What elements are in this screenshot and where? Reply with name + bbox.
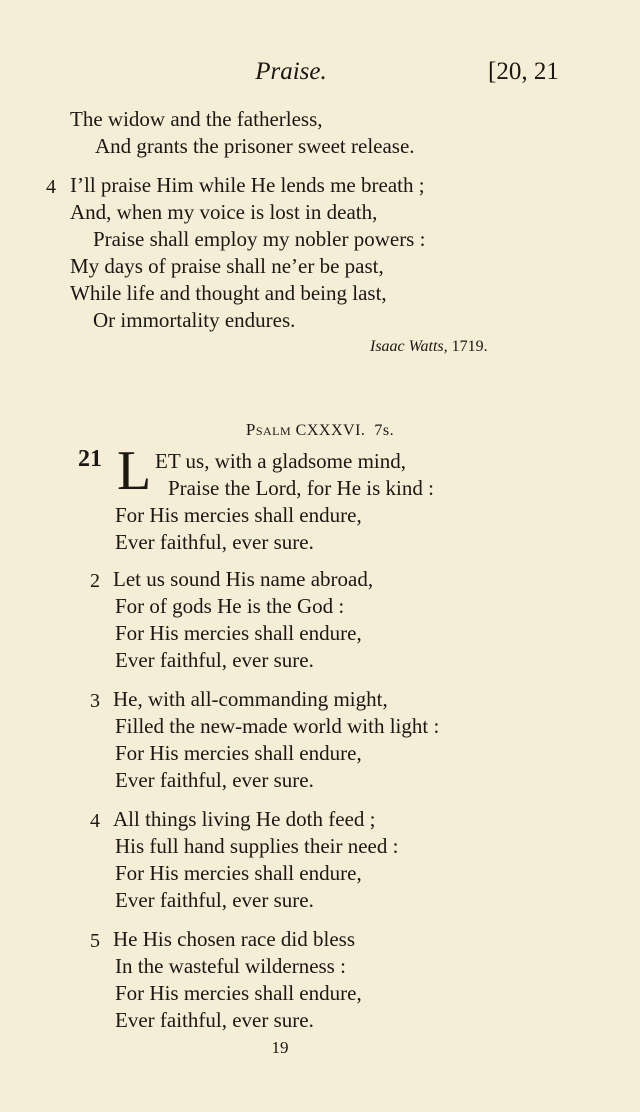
verse-line: Praise shall employ my nobler powers : [93,227,426,251]
verse-line: While life and thought and being last, [70,281,387,305]
verse-line: Praise the Lord, for He is kind : [168,476,434,500]
verse-number: 4 [90,810,100,832]
verse-number: 4 [46,176,56,198]
verse-line: For His mercies shall endure, [115,861,362,885]
verse-line: And, when my voice is lost in death, [70,200,378,224]
verse-line: Let us sound His name abroad, [113,567,374,591]
verse-line: I’ll praise Him while He lends me breath ; [70,173,425,197]
psalm-heading [0,420,640,440]
author-year: 1719. [451,338,488,355]
verse-line: In the wasteful wilderness : [115,954,346,978]
verse-number: 2 [90,570,100,592]
verse-line: The widow and the fatherless, [70,107,323,131]
verse-line: For of gods He is the God : [115,594,345,618]
verse-line: ET us, with a gladsome mind, [155,449,407,473]
drop-cap: L [117,440,152,502]
running-header-title: Praise. [255,58,327,85]
verse-line: Ever faithful, ever sure. [115,768,314,792]
verse-line: He His chosen race did bless [113,927,356,951]
verse-line: Or immortality endures. [93,308,296,332]
psalm-meter: 7s. [374,422,395,439]
verse-line: Ever faithful, ever sure. [115,888,314,912]
verse-line: And grants the prisoner sweet release. [95,134,415,158]
verse-line: My days of praise shall ne’er be past, [70,254,384,278]
running-header-hymn-range: [20, 21 [488,58,559,85]
page-number: 19 [271,1038,289,1057]
verse-number: 5 [90,930,100,952]
author-name: Isaac Watts, [370,338,448,355]
verse-line: For His mercies shall endure, [115,621,362,645]
verse-line: His full hand supplies their need : [115,834,399,858]
psalm-number: CXXXVI. [295,422,366,439]
hymn-number: 21 [78,446,102,472]
verse-line: For His mercies shall endure, [115,741,362,765]
verse-line: All things living He doth feed ; [113,807,376,831]
verse-line: Ever faithful, ever sure. [115,648,314,672]
psalm-word: Psalm [245,420,292,439]
verse-line: Ever faithful, ever sure. [115,530,314,554]
author-attribution [370,338,488,356]
verse-line: Ever faithful, ever sure. [115,1008,314,1032]
verse-line: For His mercies shall endure, [115,503,362,527]
verse-line: For His mercies shall endure, [115,981,362,1005]
verse-number: 3 [90,690,100,712]
verse-line: Filled the new-made world with light : [115,714,440,738]
verse-line: He, with all-commanding might, [113,687,388,711]
